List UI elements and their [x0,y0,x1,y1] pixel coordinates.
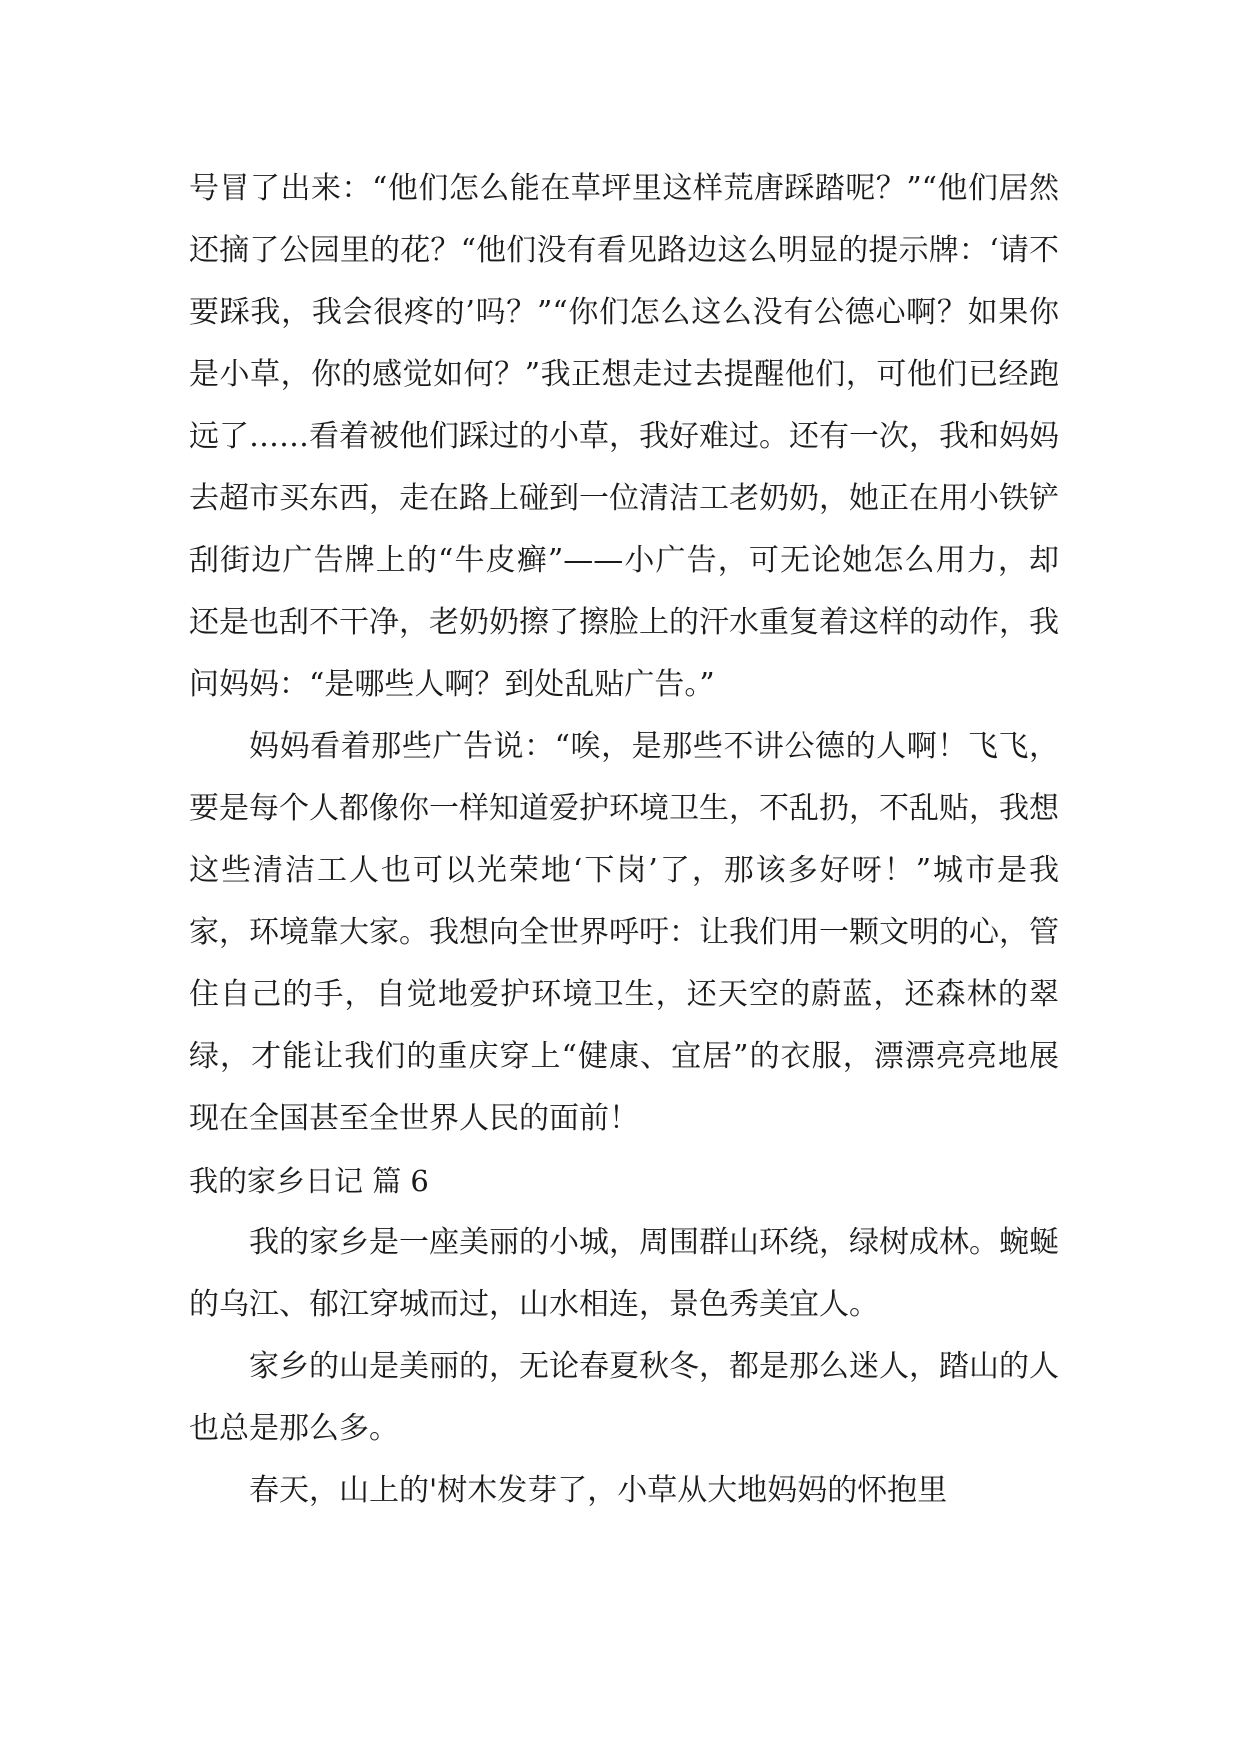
paragraph-continued: 号冒了出来：“他们怎么能在草坪里这样荒唐踩踏呢？”“他们居然还摘了公园里的花？“他们没有看见路边这么明显的提示牌：‘请不要踩我，我会很疼的’吗？”“你们怎么这么没有公德心啊？如果你是小草，你的感觉如何？”我正想走过去提醒他们，可他们已经跑远了……看着被他们踩过的小草，我好难过。还有一次，我和妈妈去超市买东西，走在路上碰到一位清洁工老奶奶，她正在用小铁铲刮街边广告牌上的“牛皮癣”——小广告，可无论她怎么用力，却还是也刮不干净，老奶奶擦了擦脸上的汗水重复着这样的动作，我问妈妈：“是哪些人啊？到处乱贴广告。” [189,171,1059,702]
section-title: 我的家乡日记 篇 6 [189,1164,429,1198]
paragraph-hometown-intro: 我的家乡是一座美丽的小城，周围群山环绕，绿树成林。蜿蜒的乌江、郁江穿城而过，山水相连，景色秀美宜人。 [189,1225,1059,1322]
paragraph-mother-speech: 妈妈看着那些广告说：“唉，是那些不讲公德的人啊！飞飞，要是每个人都像你一样知道爱护环境卫生，不乱扔，不乱贴，我想这些清洁工人也可以光荣地‘下岗’了，那该多好呀！”城市是我家，环境靠大家。我想向全世界呼吁：让我们用一颗文明的心，管住自己的手，自觉地爱护环境卫生，还天空的蔚蓝，还森林的翠绿，才能让我们的重庆穿上“健康、宜居”的衣服，漂漂亮亮地展现在全国甚至全世界人民的面前！ [189,729,1059,1136]
document-body [189,158,1059,1522]
paragraph-hometown-mountains: 家乡的山是美丽的，无论春夏秋冬，都是那么迷人，踏山的人也总是那么多。 [189,1349,1059,1446]
paragraph-spring: 春天，山上的'树木发芽了，小草从大地妈妈的怀抱里 [249,1473,948,1508]
